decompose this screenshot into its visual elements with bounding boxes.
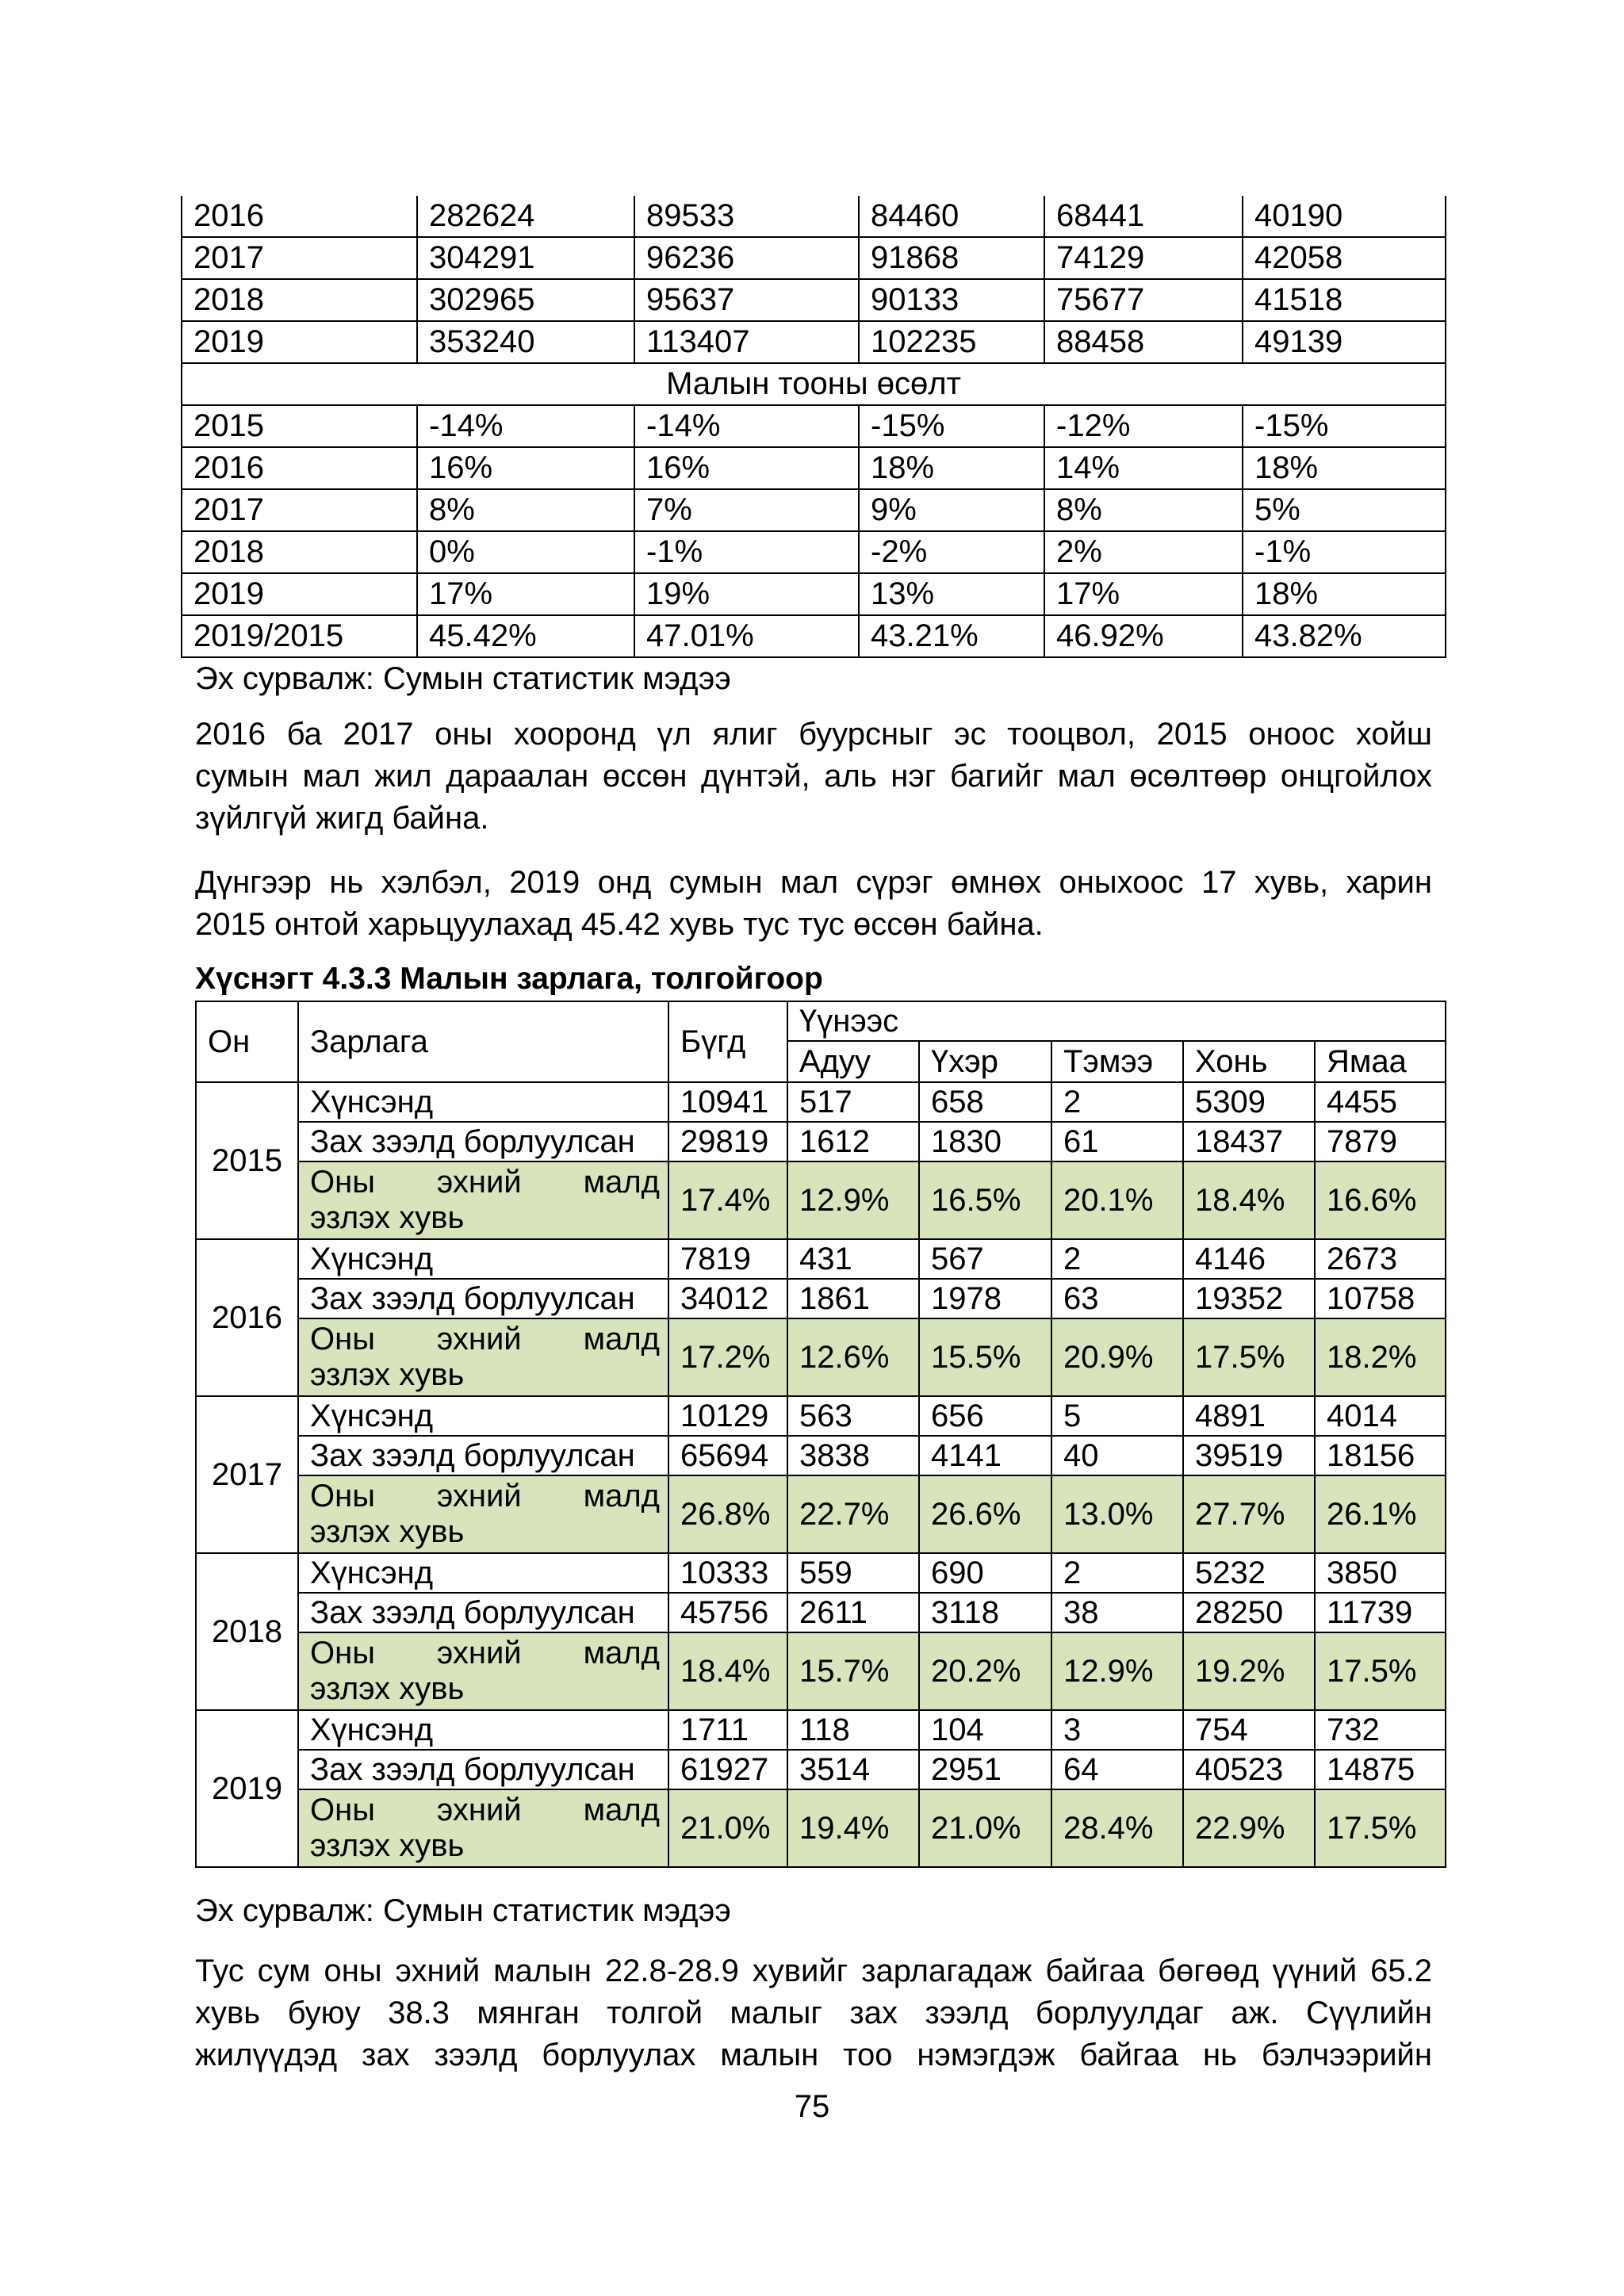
table-row (182, 321, 1446, 363)
table-cell: 4141 (919, 1436, 1051, 1475)
table-cell: 10333 (668, 1553, 787, 1593)
header-total: Бүгд (668, 1001, 787, 1082)
cell-share-label (298, 1632, 668, 1710)
share-label-line: эзлэх хувь (310, 1828, 465, 1863)
table-row-share (196, 1632, 1446, 1710)
table-cell: 517 (787, 1082, 919, 1122)
livestock-count-table (181, 196, 1446, 658)
table-cell: 2 (1051, 1082, 1183, 1122)
table-cell: -1% (634, 531, 859, 573)
page-number: 75 (794, 2089, 830, 2124)
table-cell: 18437 (1183, 1122, 1315, 1161)
header-sheep: Хонь (1183, 1041, 1315, 1082)
table-cell-share: 20.9% (1051, 1318, 1183, 1396)
table-cell: 304291 (417, 237, 634, 279)
table-cell: 3514 (787, 1750, 919, 1789)
table-header-row (196, 1001, 1446, 1041)
table-cell: 45756 (668, 1593, 787, 1632)
table-cell: 282624 (417, 196, 634, 237)
table-cell-share: 26.1% (1315, 1475, 1446, 1553)
cell-year: 2018 (182, 531, 417, 573)
cell-year: 2019/2015 (182, 615, 417, 657)
table-cell-share: 18.4% (1183, 1161, 1315, 1239)
table-cell-share: 12.9% (787, 1161, 919, 1239)
table-cell-share: 26.6% (919, 1475, 1051, 1553)
table-row (196, 1279, 1446, 1318)
cell-year: 2017 (182, 237, 417, 279)
table-cell: 7% (634, 489, 859, 531)
table-cell-share: 17.4% (668, 1161, 787, 1239)
table-cell: 17% (417, 573, 634, 615)
cell-expense-consumption: Хүнсэнд (298, 1396, 668, 1436)
table-cell-share: 16.6% (1315, 1161, 1446, 1239)
table-cell: 567 (919, 1239, 1051, 1279)
table-cell: 29819 (668, 1122, 787, 1161)
table-row (196, 1593, 1446, 1632)
table-cell: 42058 (1243, 237, 1446, 279)
share-label-line: эзлэх хувь (310, 1357, 465, 1392)
table-cell-share: 22.7% (787, 1475, 919, 1553)
cell-expense-consumption: Хүнсэнд (298, 1239, 668, 1279)
table-row (182, 531, 1446, 573)
table-cell: 302965 (417, 279, 634, 321)
table-cell: 8% (1044, 489, 1243, 531)
table-cell: 65694 (668, 1436, 787, 1475)
table-cell: 88458 (1044, 321, 1243, 363)
table-caption: Хүснэгт 4.3.3 Малын зарлага, толгойгоор (195, 962, 823, 996)
table-cell-share: 15.5% (919, 1318, 1051, 1396)
share-label-line: Оны эхний малд (310, 1165, 660, 1200)
table-row (196, 1710, 1446, 1750)
table-cell: 61927 (668, 1750, 787, 1789)
table-cell: 563 (787, 1396, 919, 1436)
table-cell: 732 (1315, 1710, 1446, 1750)
table-cell: -1% (1243, 531, 1446, 573)
table-row-share (196, 1475, 1446, 1553)
table-cell: 10941 (668, 1082, 787, 1122)
share-label-line: Оны эхний малд (310, 1322, 660, 1357)
table-cell: 0% (417, 531, 634, 573)
cell-year: 2016 (182, 196, 417, 237)
table-cell: 40 (1051, 1436, 1183, 1475)
livestock-expense-table (195, 1001, 1446, 1868)
paragraph (195, 862, 1432, 946)
table-cell: 1711 (668, 1710, 787, 1750)
table-cell: 2% (1044, 531, 1243, 573)
table-cell: 91868 (859, 237, 1044, 279)
table-cell: 49139 (1243, 321, 1446, 363)
table-cell: 19352 (1183, 1279, 1315, 1318)
cell-expense-market: Зах зээлд борлуулсан (298, 1122, 668, 1161)
table-cell: 5 (1051, 1396, 1183, 1436)
cell-share-label (298, 1789, 668, 1867)
table-cell: 7819 (668, 1239, 787, 1279)
table-cell-share: 17.5% (1315, 1789, 1446, 1867)
table-cell: 3 (1051, 1710, 1183, 1750)
header-expense: Зарлага (298, 1001, 668, 1082)
header-group-of-which: Үүнээс (787, 1001, 1446, 1041)
cell-expense-market: Зах зээлд борлуулсан (298, 1279, 668, 1318)
table-cell: 43.21% (859, 615, 1044, 657)
table-cell: 34012 (668, 1279, 787, 1318)
paragraph-line: сумын мал жил дараалан өссөн дүнтэй, аль нэг багийг мал өсөлтөөр онцгойлох (195, 759, 1432, 794)
table-cell: 40190 (1243, 196, 1446, 237)
table-cell: 1861 (787, 1279, 919, 1318)
table-cell-share: 19.2% (1183, 1632, 1315, 1710)
table-cell: 13% (859, 573, 1044, 615)
table-cell: 64 (1051, 1750, 1183, 1789)
table-cell: 17% (1044, 573, 1243, 615)
table-cell-share: 12.9% (1051, 1632, 1183, 1710)
table-row-share (196, 1161, 1446, 1239)
table-cell-share: 18.4% (668, 1632, 787, 1710)
table-cell: 5309 (1183, 1082, 1315, 1122)
table-cell: 3838 (787, 1436, 919, 1475)
cell-year: 2019 (182, 573, 417, 615)
table-cell-share: 18.2% (1315, 1318, 1446, 1396)
header-horse: Адуу (787, 1041, 919, 1082)
table-cell-share: 19.4% (787, 1789, 919, 1867)
paragraph-line: 2015 онтой харьцуулахад 45.42 хувь тус тус өссөн байна. (195, 907, 1044, 942)
table-row (182, 615, 1446, 657)
table-row (182, 405, 1446, 447)
table-row-share (196, 1318, 1446, 1396)
table-cell: 118 (787, 1710, 919, 1750)
cell-year: 2019 (182, 321, 417, 363)
table-cell: 1612 (787, 1122, 919, 1161)
table-source-note: Эх сурвалж: Сумын статистик мэдээ (195, 1893, 731, 1928)
paragraph-line: 2016 ба 2017 оны хооронд үл ялиг буурсныг эс тооцвол, 2015 оноос хойш (195, 717, 1432, 752)
table-cell: 96236 (634, 237, 859, 279)
table-cell: 68441 (1044, 196, 1243, 237)
table-cell: 18% (859, 447, 1044, 489)
paragraph (195, 714, 1432, 840)
cell-year: 2018 (196, 1553, 298, 1710)
table-cell: 41518 (1243, 279, 1446, 321)
share-label-line: Оны эхний малд (310, 1636, 660, 1670)
table-cell: 754 (1183, 1710, 1315, 1750)
cell-share-label (298, 1161, 668, 1239)
table-cell: 7879 (1315, 1122, 1446, 1161)
table-cell: 1830 (919, 1122, 1051, 1161)
table-cell-share: 21.0% (668, 1789, 787, 1867)
table-cell: 104 (919, 1710, 1051, 1750)
table-cell: 2 (1051, 1553, 1183, 1593)
table-row (182, 237, 1446, 279)
table-row (196, 1396, 1446, 1436)
table-cell: 14% (1044, 447, 1243, 489)
table-source-note: Эх сурвалж: Сумын статистик мэдээ (195, 661, 731, 696)
paragraph-line: зүйлгүй жигд байна. (195, 801, 489, 836)
cell-year: 2016 (196, 1239, 298, 1396)
table-cell-share: 17.5% (1315, 1632, 1446, 1710)
table-cell-share: 17.5% (1183, 1318, 1315, 1396)
cell-year: 2018 (182, 279, 417, 321)
share-label-line: эзлэх хувь (310, 1514, 465, 1549)
table-cell: 10758 (1315, 1279, 1446, 1318)
table-cell: -12% (1044, 405, 1243, 447)
table-cell: 658 (919, 1082, 1051, 1122)
table-cell: 8% (417, 489, 634, 531)
table-cell: 61 (1051, 1122, 1183, 1161)
table-cell-share: 16.5% (919, 1161, 1051, 1239)
table-cell: 1978 (919, 1279, 1051, 1318)
paragraph-line: жилүүдэд зах зээлд борлуулах малын тоо нэмэгдэж байгаа нь бэлчээрийн (195, 2038, 1432, 2072)
table-cell-share: 12.6% (787, 1318, 919, 1396)
paragraph (195, 1950, 1432, 2076)
table-cell-share: 28.4% (1051, 1789, 1183, 1867)
table-cell: 113407 (634, 321, 859, 363)
table-cell: 38 (1051, 1593, 1183, 1632)
table-cell: 95637 (634, 279, 859, 321)
table-cell: -15% (859, 405, 1044, 447)
table-cell: 47.01% (634, 615, 859, 657)
header-year: Он (196, 1001, 298, 1082)
table-cell: 18% (1243, 573, 1446, 615)
table-cell: 102235 (859, 321, 1044, 363)
table-cell: 89533 (634, 196, 859, 237)
table-row (196, 1436, 1446, 1475)
table-cell: 46.92% (1044, 615, 1243, 657)
cell-share-label (298, 1318, 668, 1396)
table-cell: 11739 (1315, 1593, 1446, 1632)
table-cell-share: 27.7% (1183, 1475, 1315, 1553)
cell-expense-market: Зах зээлд борлуулсан (298, 1436, 668, 1475)
table-cell: 84460 (859, 196, 1044, 237)
table-cell: -15% (1243, 405, 1446, 447)
table-row (196, 1239, 1446, 1279)
header-cattle: Үхэр (919, 1041, 1051, 1082)
table-cell: 690 (919, 1553, 1051, 1593)
share-label-line: Оны эхний малд (310, 1793, 660, 1827)
paragraph-line: Тус сум оны эхний малын 22.8-28.9 хувийг зарлагадаж байгаа бөгөөд үүний 65.2 (195, 1954, 1432, 1988)
table-cell: 5232 (1183, 1553, 1315, 1593)
table-cell: 74129 (1044, 237, 1243, 279)
table-row (196, 1122, 1446, 1161)
table-cell: 16% (417, 447, 634, 489)
table-section-header-row (182, 363, 1446, 405)
cell-expense-market: Зах зээлд борлуулсан (298, 1593, 668, 1632)
cell-year: 2015 (182, 405, 417, 447)
table-cell: 431 (787, 1239, 919, 1279)
table-cell: 45.42% (417, 615, 634, 657)
paragraph-line: Дүнгээр нь хэлбэл, 2019 онд сумын мал сүрэг өмнөх оныхоос 17 хувь, харин (195, 865, 1432, 900)
table-cell: -2% (859, 531, 1044, 573)
cell-year: 2015 (196, 1082, 298, 1239)
table-cell: 2951 (919, 1750, 1051, 1789)
table-cell: 4146 (1183, 1239, 1315, 1279)
table-cell: 28250 (1183, 1593, 1315, 1632)
header-camel: Тэмээ (1051, 1041, 1183, 1082)
cell-year: 2016 (182, 447, 417, 489)
table-cell: 656 (919, 1396, 1051, 1436)
table-row (182, 447, 1446, 489)
cell-expense-consumption: Хүнсэнд (298, 1553, 668, 1593)
table-cell: 353240 (417, 321, 634, 363)
table-cell-share: 22.9% (1183, 1789, 1315, 1867)
paragraph-line: хувь буюу 38.3 мянган толгой малыг зах зээлд борлуулдаг аж. Сүүлийн (195, 1996, 1432, 2030)
cell-share-label (298, 1475, 668, 1553)
table-cell: 63 (1051, 1279, 1183, 1318)
cell-year: 2019 (196, 1710, 298, 1867)
table-cell: 559 (787, 1553, 919, 1593)
table-row (196, 1553, 1446, 1593)
table-cell: 10129 (668, 1396, 787, 1436)
cell-year: 2017 (182, 489, 417, 531)
table-cell: 4014 (1315, 1396, 1446, 1436)
table-cell-share: 26.8% (668, 1475, 787, 1553)
cell-expense-consumption: Хүнсэнд (298, 1082, 668, 1122)
table-cell: 3118 (919, 1593, 1051, 1632)
table-cell: 2611 (787, 1593, 919, 1632)
share-label-line: эзлэх хувь (310, 1671, 465, 1706)
table-cell-share: 20.2% (919, 1632, 1051, 1710)
table-cell-share: 17.2% (668, 1318, 787, 1396)
table-cell: -14% (417, 405, 634, 447)
table-cell: 2 (1051, 1239, 1183, 1279)
table-row (196, 1750, 1446, 1789)
table-cell: 43.82% (1243, 615, 1446, 657)
table-row (182, 196, 1446, 237)
header-goat: Ямаа (1315, 1041, 1446, 1082)
table-cell: 19% (634, 573, 859, 615)
table-cell: 4891 (1183, 1396, 1315, 1436)
share-label-line: эзлэх хувь (310, 1200, 465, 1235)
table-cell: 39519 (1183, 1436, 1315, 1475)
table-cell: 4455 (1315, 1082, 1446, 1122)
table-cell: 9% (859, 489, 1044, 531)
cell-expense-consumption: Хүнсэнд (298, 1710, 668, 1750)
cell-expense-market: Зах зээлд борлуулсан (298, 1750, 668, 1789)
table-cell-share: 13.0% (1051, 1475, 1183, 1553)
table-row-share (196, 1789, 1446, 1867)
table-cell: 18156 (1315, 1436, 1446, 1475)
table-cell: 40523 (1183, 1750, 1315, 1789)
table-row (182, 489, 1446, 531)
table-cell: 16% (634, 447, 859, 489)
table-cell: 3850 (1315, 1553, 1446, 1593)
cell-year: 2017 (196, 1396, 298, 1553)
table-row (196, 1082, 1446, 1122)
table-cell-share: 15.7% (787, 1632, 919, 1710)
growth-section-header: Малын тооны өсөлт (182, 363, 1446, 405)
table-row (182, 573, 1446, 615)
share-label-line: Оны эхний малд (310, 1479, 660, 1513)
table-cell-share: 21.0% (919, 1789, 1051, 1867)
table-cell: -14% (634, 405, 859, 447)
table-cell: 2673 (1315, 1239, 1446, 1279)
table-cell: 14875 (1315, 1750, 1446, 1789)
table-row (182, 279, 1446, 321)
table-cell: 75677 (1044, 279, 1243, 321)
table-cell-share: 20.1% (1051, 1161, 1183, 1239)
table-cell: 90133 (859, 279, 1044, 321)
table-cell: 18% (1243, 447, 1446, 489)
table-cell: 5% (1243, 489, 1446, 531)
